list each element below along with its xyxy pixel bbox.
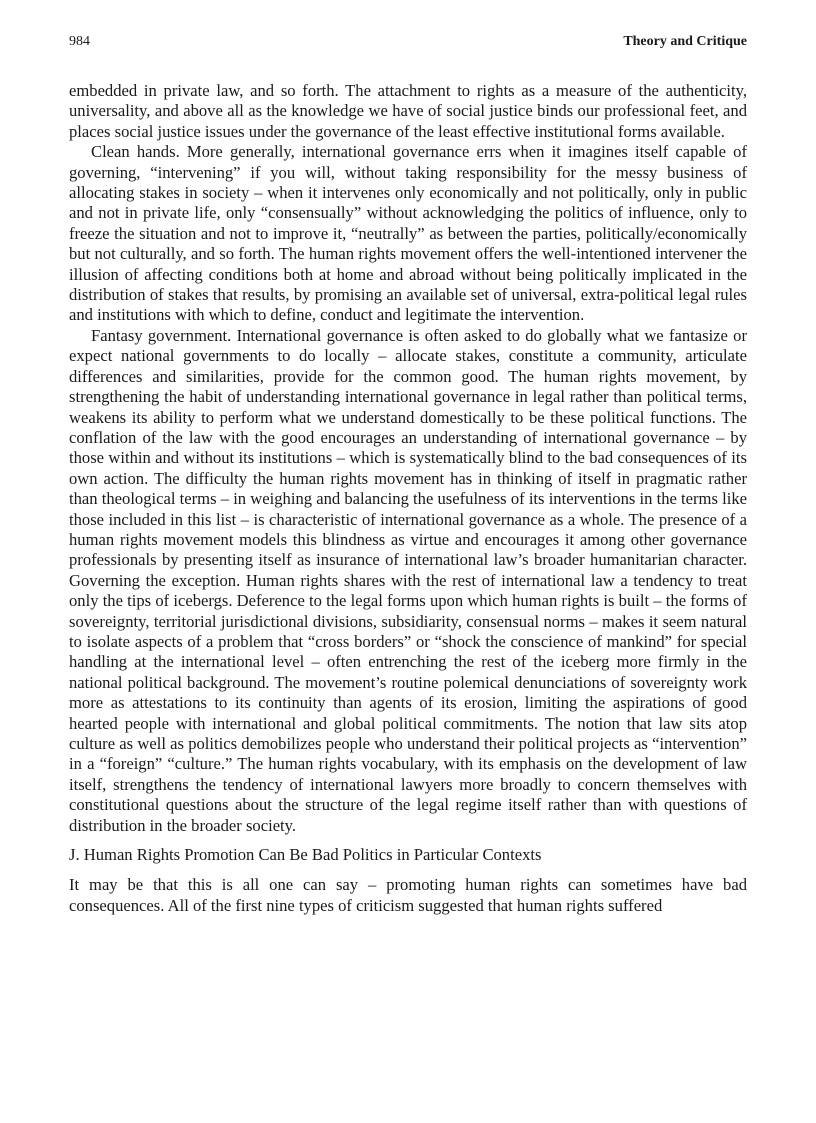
paragraph-clean-hands: Clean hands. More generally, international governance errs when it imagines itself capable of governing, “intervening” if you will, without taking responsibility for the messy business of allocating stakes in society – when it intervenes only economically and not politically, only in public and not in private life, only “consensually” without acknowledging the politics of influence, only to freeze the situation and not to improve it, “neutrally” as between the parties, politically/economically but not culturally, and so forth. The human rights movement offers the well-intentioned intervener the illusion of affecting conditions both at home and abroad without being politically implicated in the distribution of stakes that results, by promising an available set of universal, extra-political legal rules and institutions with which to define, conduct and legitimate the intervention. — [69, 142, 747, 325]
running-head — [69, 34, 747, 56]
paragraph-fantasy-government: Fantasy government. International governance is often asked to do globally what we fantasize or expect national governments to do locally – allocate stakes, constitute a community, articulate differences and similarities, provide for the common good. The human rights movement, by strengthening the habit of understanding international governance in legal rather than political terms, weakens its ability to perform what we understand domestically to be these political functions. The conflation of the law with the good encourages an understanding of international governance – by those within and without its institutions – which is systematically blind to the bad consequences of its own action. The difficulty the human rights movement has in thinking of itself in pragmatic rather than theological terms – in weighing and balancing the usefulness of its interventions in the terms like those included in this list – is characteristic of international governance as a whole. The presence of a human rights movement models this blindness as virtue and encourages it among other governance professionals by presenting itself as insurance of international law’s broader humanitarian character. Governing the exception. Human rights shares with the rest of international law a tendency to treat only the tips of icebergs. Deference to the legal forms upon which human rights is built – the forms of sovereignty, territorial jurisdictional divisions, subsidiarity, consensual norms – makes it seem natural to isolate aspects of a problem that “cross borders” or “shock the conscience of mankind” for special handling at the international level – often entrenching the rest of the iceberg more firmly in the national political background. The movement’s routine polemical denunciations of sovereignty work more as attestations to its continuity than agents of its erosion, limiting the aspirations of good hearted people with international and global political commitments. The notion that law sits atop culture as well as politics demobilizes people who understand their political projects as “intervention” in a “foreign” “culture.” The human rights vocabulary, with its emphasis on the development of law itself, strengthens the tendency of international lawyers more broadly to concern themselves with constitutional questions about the structure of the legal regime itself rather than with questions of distribution in the broader society. — [69, 325, 747, 835]
section-heading: J. Human Rights Promotion Can Be Bad Politics in Particular Contexts — [69, 845, 542, 865]
journal-title: Theory and Critique — [623, 34, 747, 49]
body-text — [69, 81, 747, 916]
page-number: 984 — [69, 34, 90, 49]
section-paragraph: It may be that this is all one can say – promoting human rights can sometimes have bad consequences. All of the first nine types of criticism suggested that human rights suffered — [69, 875, 747, 915]
page — [69, 34, 747, 916]
paragraph-continuation: embedded in private law, and so forth. The attachment to rights as a measure of the authenticity, universality, and above all as the knowledge we have of social justice binds our professional feet, and places social justice issues under the governance of the least effective institutional forms available. — [69, 81, 747, 141]
